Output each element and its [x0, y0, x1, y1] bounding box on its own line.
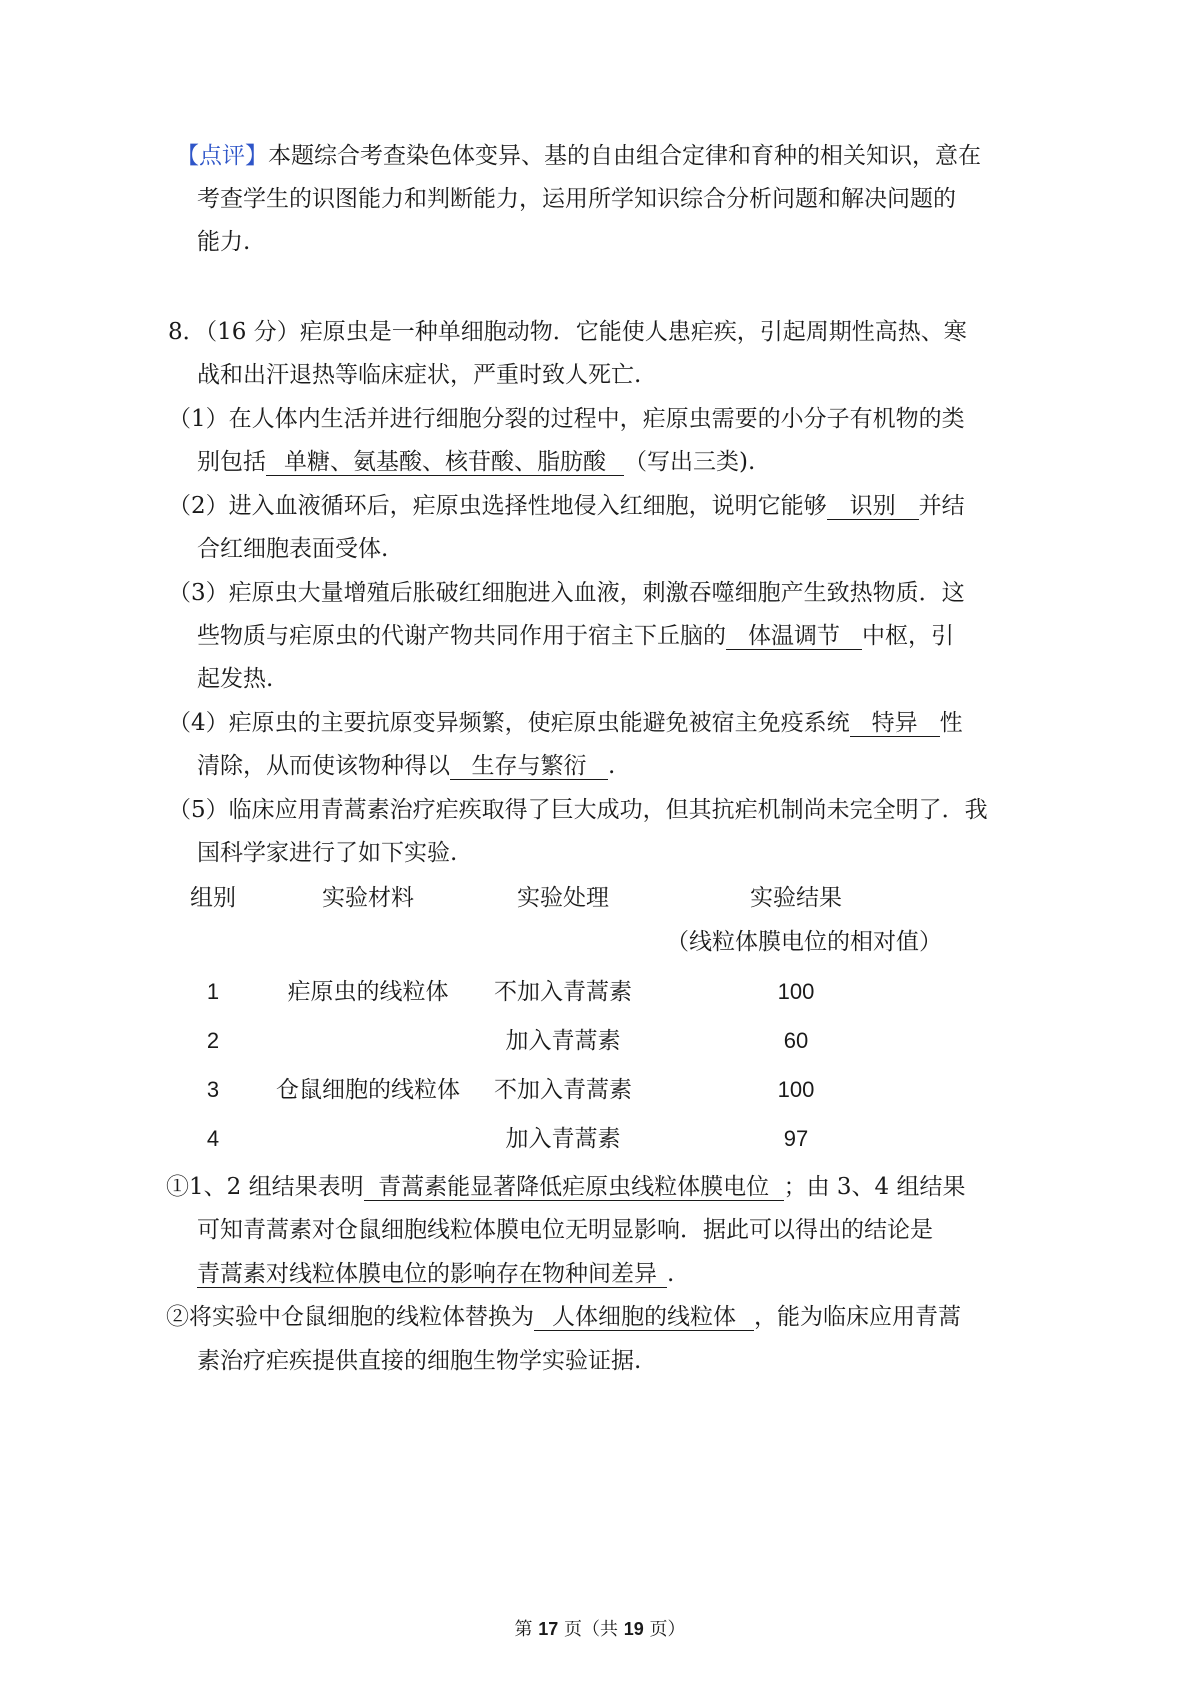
q3-line-3: 起发热.	[197, 666, 274, 692]
q2-answer: 识别	[827, 493, 919, 520]
question-intro-2: 战和出汗退热等临床症状，严重时致人死亡.	[197, 362, 642, 388]
review-tag: 【点评】	[176, 143, 268, 169]
table-row-1-material: 疟原虫的线粒体	[287, 979, 449, 1005]
q1-post: （写出三类).	[624, 449, 756, 475]
q2-line-2: 合红细胞表面受体.	[197, 536, 389, 562]
review-text-1: 本题综合考查染色体变异、基的自由组合定律和育种的相关知识，意在	[268, 143, 981, 169]
q4-post: 性	[939, 710, 963, 736]
footer-middle: 页（共	[558, 1619, 624, 1640]
review-line-2: 考查学生的识图能力和判断能力，运用所学知识综合分析问题和解决问题的	[197, 186, 956, 212]
q2-line-1	[168, 491, 965, 521]
q4-answer-1: 特异	[850, 710, 940, 737]
page-footer	[0, 1617, 1200, 1642]
question-intro-1: 8．（16 分）疟原虫是一种单细胞动物．它能使人患疟疾，引起周期性高热、寒	[168, 319, 967, 345]
q4-post-2: .	[608, 753, 616, 779]
sub2-answer: 人体细胞的线粒体	[534, 1304, 754, 1331]
q1-answer: 单糖、氨基酸、核苷酸、脂肪酸	[266, 449, 624, 476]
q4-answer-2: 生存与繁衍	[450, 753, 608, 780]
sub1-answer-2: 青蒿素对线粒体膜电位的影响存在物种间差异	[197, 1261, 667, 1288]
table-header-group: 组别	[190, 885, 236, 911]
table-header-result: 实验结果	[750, 885, 842, 911]
table-row-3-material: 仓鼠细胞的线粒体	[276, 1077, 460, 1103]
sub1-pre: ①1、2 组结果表明	[166, 1174, 364, 1200]
review-line-3: 能力.	[197, 229, 251, 255]
footer-prefix: 第	[514, 1619, 539, 1640]
footer-page-number: 17	[538, 1619, 559, 1639]
table-row-2-result: 60	[783, 1028, 809, 1053]
sub2-line-1	[166, 1302, 961, 1332]
table-row-1-group: 1	[206, 979, 220, 1004]
q2-pre: （2）进入血液循环后，疟原虫选择性地侵入红细胞，说明它能够	[168, 493, 827, 519]
table-row-4-treatment: 加入青蒿素	[505, 1126, 621, 1152]
table-header-treatment: 实验处理	[517, 885, 609, 911]
q1-pre: 别包括	[197, 449, 266, 475]
footer-total-pages: 19	[623, 1619, 644, 1639]
q3-line-1: （3）疟原虫大量增殖后胀破红细胞进入血液，刺激吞噬细胞产生致热物质．这	[168, 580, 965, 606]
q1-line-2	[197, 447, 755, 477]
q4-pre-2: 清除，从而使该物种得以	[197, 753, 450, 779]
table-row-2-group: 2	[206, 1028, 220, 1053]
table-row-3-group: 3	[206, 1077, 220, 1102]
table-row-4-group: 4	[206, 1126, 220, 1151]
footer-suffix: 页）	[643, 1619, 686, 1640]
q1-line-1: （1）在人体内生活并进行细胞分裂的过程中，疟原虫需要的小分子有机物的类	[168, 406, 965, 432]
table-subheader-result: （线粒体膜电位的相对值）	[666, 929, 942, 955]
q5-line-2: 国科学家进行了如下实验.	[197, 840, 458, 866]
q4-pre: （4）疟原虫的主要抗原变异频繁，使疟原虫能避免被宿主免疫系统	[168, 710, 850, 736]
table-row-4-result: 97	[783, 1126, 809, 1151]
sub1-line-2: 可知青蒿素对仓鼠细胞线粒体膜电位无明显影响．据此可以得出的结论是	[197, 1217, 933, 1243]
table-row-3-result: 100	[777, 1077, 815, 1102]
q3-answer: 体温调节	[726, 623, 862, 650]
table-row-1-result: 100	[777, 979, 815, 1004]
sub1-answer-1: 青蒿素能显著降低疟原虫线粒体膜电位	[364, 1174, 784, 1201]
q4-line-1	[168, 708, 963, 738]
table-row-3-treatment: 不加入青蒿素	[494, 1077, 632, 1103]
q2-post: 并结	[918, 493, 965, 519]
q3-post: 中枢，引	[862, 623, 954, 649]
sub2-pre: ②将实验中仓鼠细胞的线粒体替换为	[166, 1304, 534, 1330]
sub2-line-2: 素治疗疟疾提供直接的细胞生物学实验证据.	[197, 1348, 642, 1374]
table-row-2-treatment: 加入青蒿素	[505, 1028, 621, 1054]
sub1-line-1	[166, 1172, 965, 1202]
q3-pre: 些物质与疟原虫的代谢产物共同作用于宿主下丘脑的	[197, 623, 726, 649]
sub1-post-2: .	[667, 1261, 675, 1287]
review-line-1	[176, 141, 981, 171]
q3-line-2	[197, 621, 954, 651]
q4-line-2	[197, 751, 615, 781]
q5-line-1: （5）临床应用青蒿素治疗疟疾取得了巨大成功，但其抗疟机制尚未完全明了．我	[168, 797, 988, 823]
sub1-post: ；由 3、4 组结果	[783, 1174, 966, 1200]
table-header-material: 实验材料	[322, 885, 414, 911]
sub1-line-3	[197, 1259, 674, 1289]
table-row-1-treatment: 不加入青蒿素	[494, 979, 632, 1005]
sub2-post: ，能为临床应用青蒿	[754, 1304, 961, 1330]
